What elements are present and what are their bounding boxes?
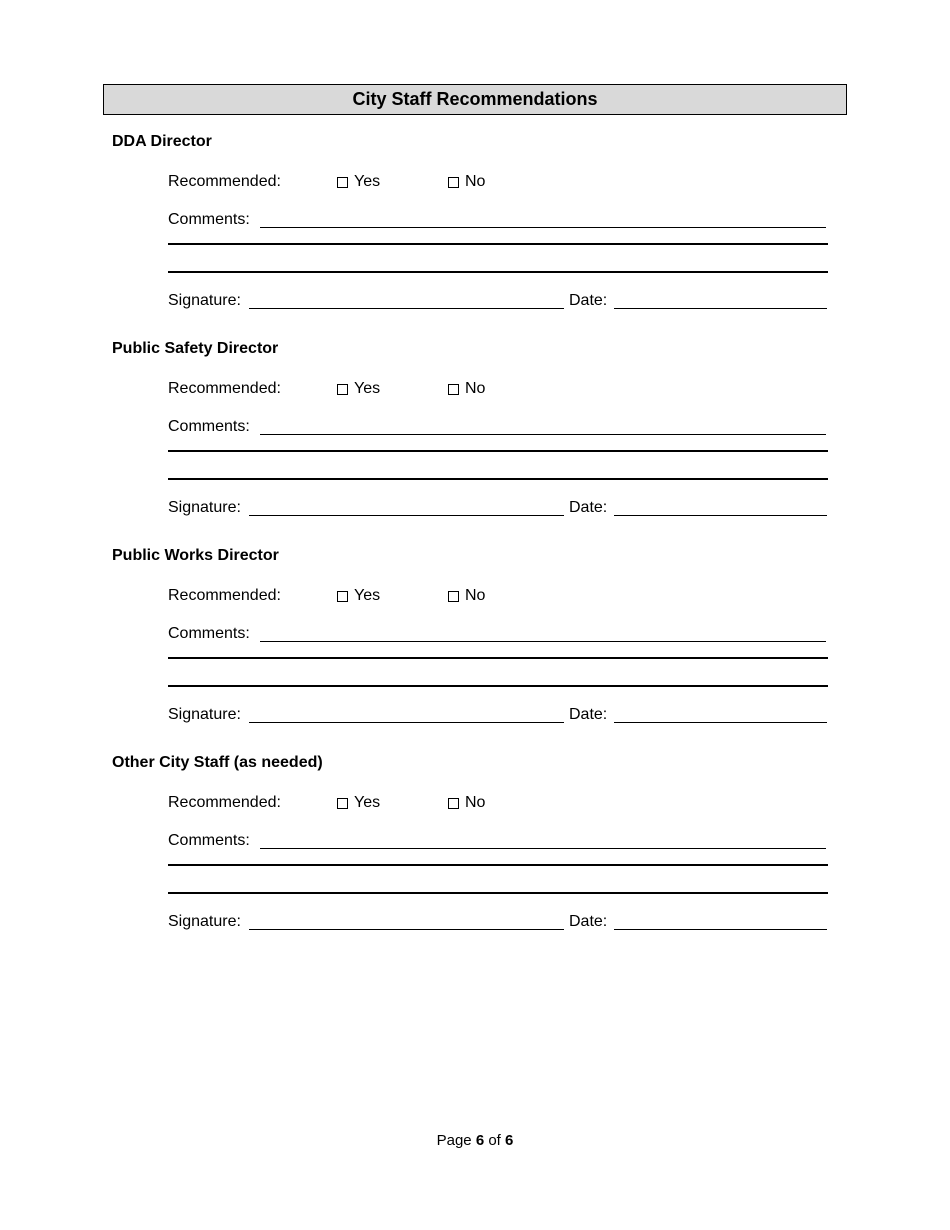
comments-field[interactable] <box>260 434 826 435</box>
section-public-works-director <box>0 546 950 746</box>
signature-label: Signature: <box>168 706 241 723</box>
no-label: No <box>465 380 486 397</box>
section-heading: Public Works Director <box>112 547 279 564</box>
yes-checkbox[interactable] <box>337 793 380 813</box>
section-other-city-staff <box>0 753 950 953</box>
comments-label: Comments: <box>168 625 250 642</box>
comments-field[interactable] <box>260 227 826 228</box>
yes-label: Yes <box>354 587 381 604</box>
section-public-safety-director <box>0 339 950 539</box>
checkbox-icon <box>337 798 348 809</box>
section-heading: DDA Director <box>112 133 212 150</box>
no-checkbox[interactable] <box>448 793 485 813</box>
comments-field-line-3[interactable] <box>168 685 828 687</box>
yes-label: Yes <box>354 173 381 190</box>
yes-label: Yes <box>354 380 381 397</box>
recommended-label: Recommended: <box>168 587 281 604</box>
page-word: Page <box>436 1132 472 1149</box>
no-checkbox[interactable] <box>448 172 485 192</box>
total-pages-number: 6 <box>505 1132 514 1149</box>
page-footer <box>0 1131 950 1151</box>
comments-field[interactable] <box>260 848 826 849</box>
comments-field-line-3[interactable] <box>168 271 828 273</box>
signature-field[interactable] <box>249 308 564 309</box>
checkbox-icon <box>448 798 459 809</box>
comments-field-line-2[interactable] <box>168 450 828 452</box>
comments-field-line-3[interactable] <box>168 892 828 894</box>
yes-checkbox[interactable] <box>337 586 380 606</box>
checkbox-icon <box>337 177 348 188</box>
date-label: Date: <box>569 292 608 309</box>
recommended-label: Recommended: <box>168 380 281 397</box>
signature-label: Signature: <box>168 292 241 309</box>
date-field[interactable] <box>614 929 827 930</box>
no-checkbox[interactable] <box>448 586 485 606</box>
yes-checkbox[interactable] <box>337 172 380 192</box>
comments-label: Comments: <box>168 211 250 228</box>
signature-field[interactable] <box>249 722 564 723</box>
date-field[interactable] <box>614 515 827 516</box>
current-page-number: 6 <box>475 1132 485 1149</box>
signature-field[interactable] <box>249 515 564 516</box>
of-word: of <box>488 1132 501 1149</box>
comments-label: Comments: <box>168 418 250 435</box>
section-heading: Public Safety Director <box>112 340 279 357</box>
yes-label: Yes <box>354 794 381 811</box>
signature-field[interactable] <box>249 929 564 930</box>
comments-field-line-2[interactable] <box>168 864 828 866</box>
signature-label: Signature: <box>168 913 241 930</box>
no-label: No <box>465 794 486 811</box>
date-field[interactable] <box>614 722 827 723</box>
comments-field-line-3[interactable] <box>168 478 828 480</box>
recommended-label: Recommended: <box>168 794 281 811</box>
page-title: City Staff Recommendations <box>352 89 598 109</box>
yes-checkbox[interactable] <box>337 379 380 399</box>
checkbox-icon <box>337 591 348 602</box>
no-checkbox[interactable] <box>448 379 485 399</box>
recommended-label: Recommended: <box>168 173 281 190</box>
date-label: Date: <box>569 499 608 516</box>
checkbox-icon <box>448 177 459 188</box>
checkbox-icon <box>337 384 348 395</box>
section-heading: Other City Staff (as needed) <box>112 754 323 771</box>
section-dda-director <box>0 132 950 332</box>
comments-field-line-2[interactable] <box>168 243 828 245</box>
checkbox-icon <box>448 384 459 395</box>
comments-field-line-2[interactable] <box>168 657 828 659</box>
comments-field[interactable] <box>260 641 826 642</box>
section-title-bar <box>103 84 847 115</box>
no-label: No <box>465 173 486 190</box>
date-field[interactable] <box>614 308 827 309</box>
date-label: Date: <box>569 706 608 723</box>
comments-label: Comments: <box>168 832 250 849</box>
checkbox-icon <box>448 591 459 602</box>
signature-label: Signature: <box>168 499 241 516</box>
no-label: No <box>465 587 486 604</box>
date-label: Date: <box>569 913 608 930</box>
